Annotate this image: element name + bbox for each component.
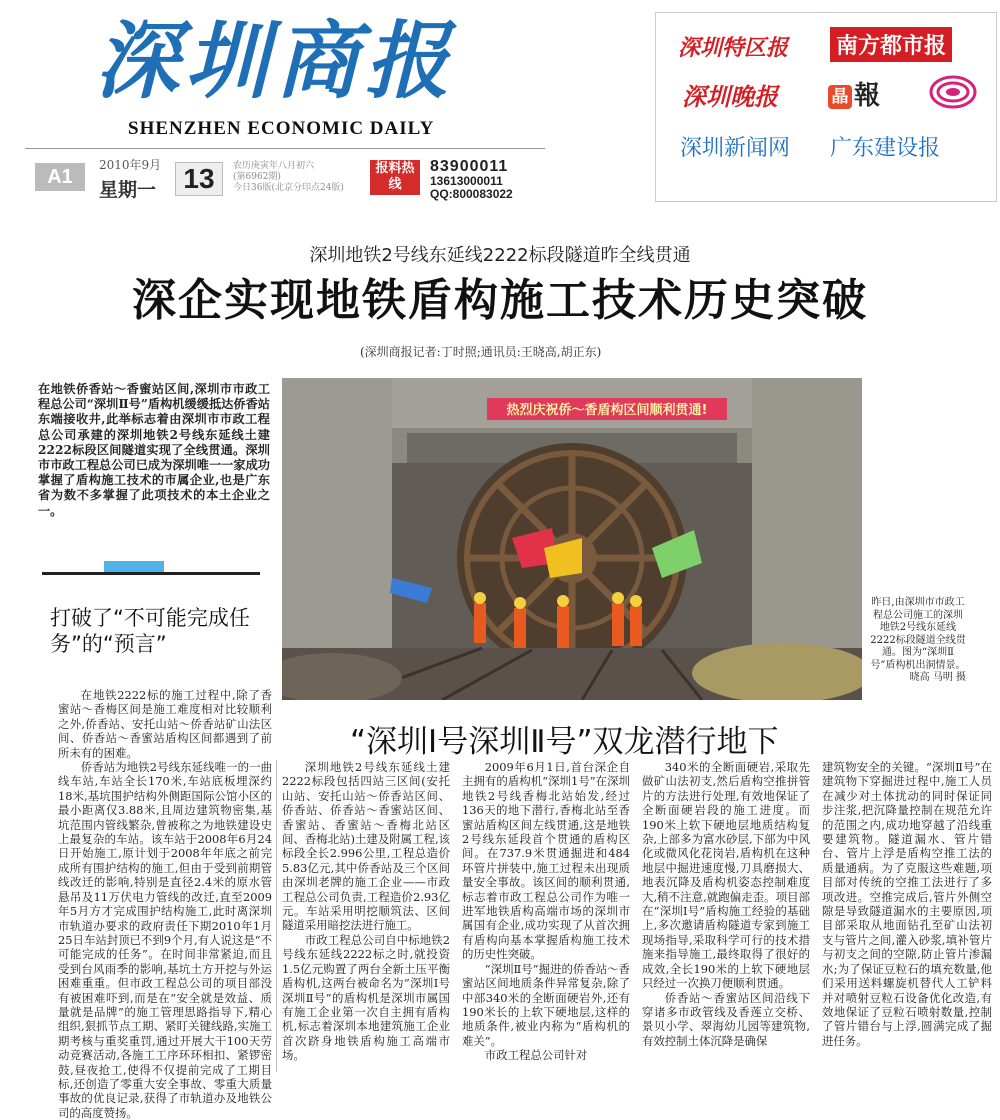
paragraph: 侨香站～香蜜站区间沿线下穿诸多市政管线及香莲立交桥、景贝小学、翠海幼儿园等建筑物,有效控制土体沉降是确保 bbox=[642, 990, 810, 1048]
masthead-english-title: SHENZHEN ECONOMIC DAILY bbox=[128, 118, 435, 139]
byline: (深圳商报记者:丁时照;通讯员:王晓高,胡正东) bbox=[360, 345, 602, 359]
issue-info bbox=[233, 161, 344, 194]
paragraph: 340米的全断面硬岩,采取先做矿山法初支,然后盾构空推拼管片的方法进行处理,有效地保证了全断面硬岩段的施工进度。而190米上软下硬地层地质结构复杂,上部多为富水砂层,下部为中风化或微风化花岗岩,盾构机在这种地层中掘进速度慢,刀具磨损大、地表沉降及盾构机姿态控制难度大,稍不注意,就跑偏走歪。项目部在“深圳Ⅰ号”盾构施工经验的基础上,多次邀请盾构隧道专家到施工现场指导,采取科学可行的技术措施来指导施工,最终取得了很好的成效,全长190米的上软下硬地层只经过一次换刀便顺利贯通。 bbox=[642, 760, 810, 991]
paragraph: “深圳Ⅱ号”掘进的侨香站～香蜜站区间地质条件异常复杂,除了中部340米的全断面硬岩外,还有190米长的上软下硬地层,这样的地质条件,被业内称为“盾构机的难关”。 bbox=[462, 961, 630, 1048]
paragraph: 在地铁2222标的施工过程中,除了香蜜站～香梅区间是施工难度相对比较顺利之外,侨香站、安托山站～侨香站矿山法区间、侨香站～香蜜站盾构区间都遇到了前所未有的困难。 bbox=[58, 688, 272, 760]
article-column-5 bbox=[822, 760, 992, 1048]
article-column-2 bbox=[282, 760, 450, 1063]
partner-logo-shenzhen-news-net: 深圳新闻网 bbox=[680, 136, 791, 161]
subhead-rule bbox=[42, 572, 260, 575]
paragraph: 建筑物安全的关键。“深圳Ⅱ号”在建筑物下穿掘进过程中,施工人员在减少对土体扰动的同时保证同步注浆,把沉降量控制在规范允许的范围之内,成功地穿越了沿线重要建筑物。隧道漏水、管片错台、管片上浮是盾构空推工法的质量通病。为了克服这些难题,项目部对传统的空推工法进行了多项改进。空推完成后,管片外侧空隙是导致隧道漏水的主要原因,项目部采取从地面钻孔至矿山法初支与管片之间,灌入砂浆,填补管片与初支之间的空隙,防止管片渗漏水;为了保证豆粒石的填充数量,他们采用送料螺旋机替代人工铲料并对喷射豆粒石设备优化改造,有效地保证了豆粒石喷射数量,控制了管片错台与上浮,圆满完成了掘进任务。 bbox=[822, 760, 992, 1048]
hotline-numbers bbox=[430, 159, 513, 201]
paragraph: 2009年6月1日,首台深企自主拥有的盾构机“深圳1号”在深圳地铁2号线香梅北站始发,经过136天的地下潜行,香梅北站至香蜜站盾构区间左线贯通,这是地铁2号线东延段首个贯通的盾构区间。在737.9米贯通掘进和484环管片拼装中,施工过程未出现质量安全事故。该区间的顺利贯通,标志着市政工程总公司作为唯一进军地铁盾构高端市场的深圳市属国有企业,成功实现了从首次拥有盾构向基本掌握盾构施工技术的历史性突破。 bbox=[462, 760, 630, 962]
article-column-3 bbox=[462, 760, 630, 1063]
jing-bao-text: 報 bbox=[854, 81, 881, 111]
subhead: 打破了“不可能完成任务”的“预言” bbox=[50, 606, 250, 656]
masthead bbox=[95, 5, 495, 123]
partner-logo-shenzhen-special-zone-daily: 深圳特区报 bbox=[678, 35, 789, 61]
secondary-headline: “深圳Ⅰ号深圳Ⅱ号”双龙潜行地下 bbox=[350, 724, 779, 760]
masthead-rule bbox=[25, 148, 545, 149]
partner-logo-jing-bao bbox=[828, 75, 880, 112]
issue-number: (第6962期) bbox=[233, 172, 281, 182]
photo-illustration bbox=[282, 378, 862, 700]
paragraph: 侨香站为地铁2号线东延线唯一的一曲线车站,车站全长170米,车站底板埋深约18米,基坑围护结构外侧距国际公馆小区的最小距离仅3.88米,且周边建筑物密集,基坑范围内管线繁杂,曾被称之为地铁建设史上最复杂的车站。该车站于2008年6月24日开始施工,原计划于2008年年底之前完成所有围护结构的施工,但由于受到前期管线改迁的影响,特别是直径2.4米的原水管悬吊及11万伏电力管线的改迁,直至2009年5月方才完成围护结构施工,此时离深圳市轨道办要求的政府责任下期2010年1月25日车站封顶已不到9个月,有人说这是“不可能完成的任务”。在时间非常紧迫,而且受到台风雨季的影响,基坑土方开挖与外运困难重重。但市政工程总公司的项目部没有被困难吓到,而是在“安全就是效益、质量就是品牌”的施工管理思路指导下,精心组织,狠抓节点工期、紧盯关键线路,实施工期考核与重奖重罚,通过开展大干100天劳动竞赛活动,各施工工序环环相扣、紧锣密鼓,昼夜抢工,使得不仅提前完成了工期目标,还创造了零重大安全事故、零重大质量事故的优良记录,获得了市轨道办及地铁公司的高度赞扬。 bbox=[58, 760, 272, 1120]
hotline-qq: QQ:800083022 bbox=[430, 187, 513, 201]
kicker-headline: 深圳地铁2号线东延线2222标段隧道昨全线贯通 bbox=[309, 245, 691, 266]
photo-caption bbox=[870, 597, 966, 685]
photo-credit: 晓高 马明 摄 bbox=[909, 672, 966, 683]
partner-logo-southern-metropolis-daily: 南方都市报 bbox=[830, 27, 952, 62]
jing-bao-mark: 晶 bbox=[828, 85, 852, 109]
date-bar bbox=[35, 157, 555, 201]
hotline-main: 83900011 bbox=[430, 158, 509, 175]
paragraph: 市政工程总公司针对 bbox=[484, 1048, 588, 1063]
photo-caption-text: 昨日,由深圳市市政工程总公司施工的深圳地铁2号线东延线2222标段隧道全线贯通。图为“深圳Ⅱ号”盾构机出洞情景。 bbox=[870, 597, 966, 671]
partner-logo-guangdong-construction-daily: 广东建设报 bbox=[830, 136, 941, 161]
partner-logos bbox=[655, 12, 997, 202]
edition-badge: A1 bbox=[35, 163, 85, 191]
page-count: 今日36版(北京分印点24版) bbox=[233, 183, 344, 193]
year-month: 2010年9月 bbox=[99, 158, 162, 172]
paragraph: 深圳地铁2号线东延线土建2222标段包括四站三区间(安托山站、安托山站～侨香站区间、侨香站、侨香站～香蜜站区间、香蜜站、香蜜站～香梅北站区间、香梅北站)土建及附属工程,该标段全长2.996公里,工程总造价5.83亿元,其中侨香站及三个区间由深圳老牌的施工企业——市政工程总公司负责,工程造价2.93亿元。车站采用明挖顺筑法、区间隧道采用暗挖法进行施工。 bbox=[282, 760, 450, 933]
paragraph: 市政工程总公司自中标地铁2号线东延线2222标之时,就投资1.5亿元购置了两台全新土压平衡盾构机,这两台被命名为“深圳Ⅰ号深圳Ⅱ号”的盾构机是深圳市属国有施工企业第一次自主拥有盾构机,标志着深圳本地建筑施工企业首次跻身地铁盾构施工高端市场。 bbox=[282, 932, 450, 1063]
masthead-title: 深圳商报 bbox=[95, 11, 456, 110]
lunar-date: 农历庚寅年八月初六 bbox=[233, 161, 315, 171]
tunnel-breakthrough-photo bbox=[282, 378, 862, 700]
article-column-1 bbox=[58, 688, 272, 1120]
hotline-mobile: 13613000011 bbox=[430, 174, 503, 188]
column-divider bbox=[276, 760, 277, 1072]
hotline-label: 报料热线 bbox=[370, 160, 420, 195]
partner-logo-shenzhen-evening-news: 深圳晚报 bbox=[682, 82, 778, 111]
article-column-4 bbox=[642, 760, 810, 1048]
media-group-logo-icon bbox=[928, 73, 978, 111]
weekday: 星期一 bbox=[99, 179, 157, 201]
lead-paragraph: 在地铁侨香站～香蜜站区间,深圳市市政工程总公司“深圳Ⅱ号”盾构机缓缓抵达侨香站东端接收井,此举标志着由深圳市市政工程总公司承建的深圳地铁2号线东延线土建2222标段区间隧道实现了全线贯通。深圳市市政工程总公司已成为深圳唯一一家成功掌握了盾构施工技术的市属企业,也是广东省为数不多掌握了此项技术的本土企业之一。 bbox=[38, 382, 270, 518]
photo-banner-text: 热烈庆祝侨～香盾构区间顺利贯通! bbox=[506, 403, 708, 418]
main-headline: 深企实现地铁盾构施工技术历史突破 bbox=[132, 275, 868, 326]
day-number: 13 bbox=[175, 162, 223, 196]
